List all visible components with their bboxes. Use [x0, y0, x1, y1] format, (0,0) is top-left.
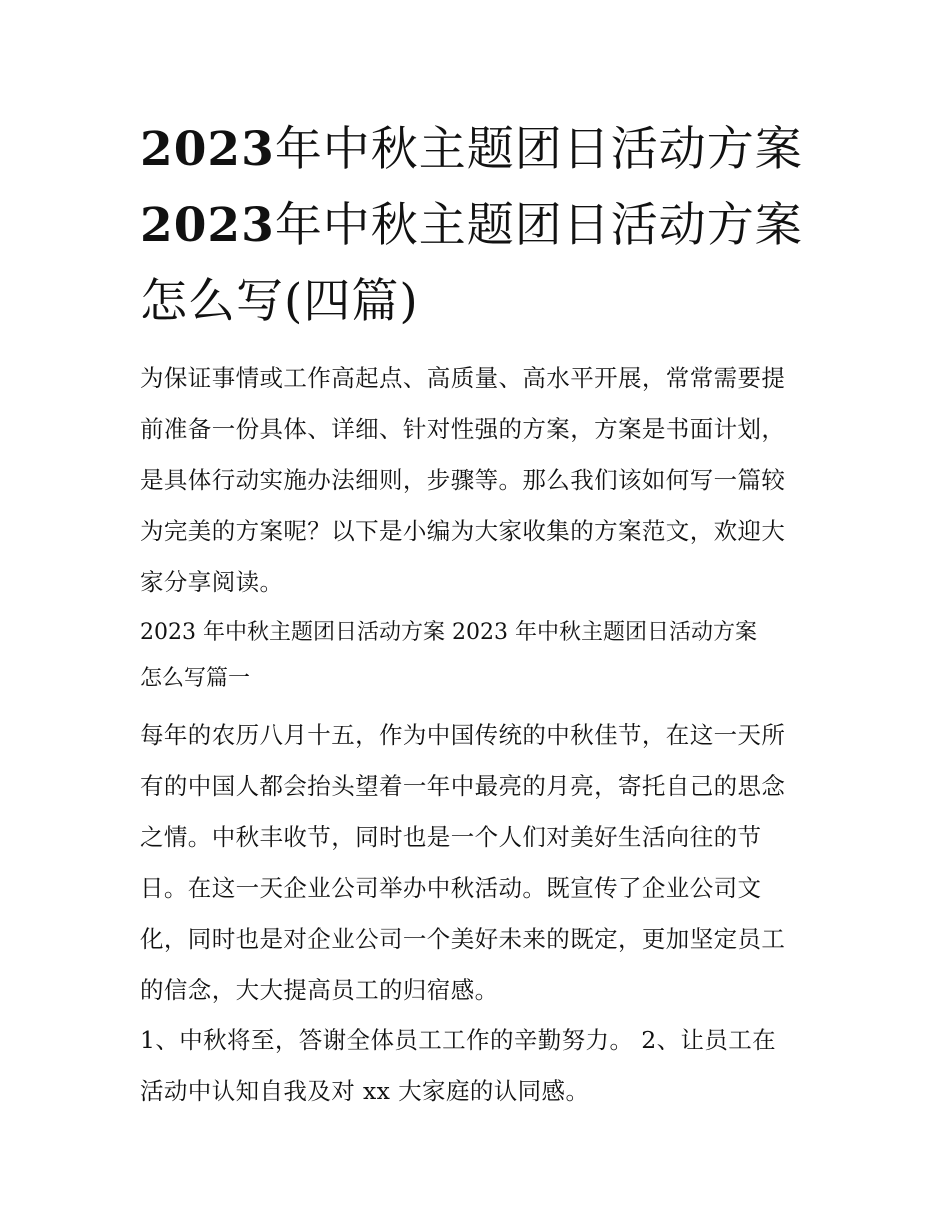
text-line: 活动中认知自我及对 xx 大家庭的认同感。 — [140, 1077, 590, 1105]
text-line: 日。在这一天企业公司举办中秋活动。既宣传了企业公司文 — [140, 874, 762, 902]
section-heading — [140, 610, 820, 702]
text-line: 每年的农历八月十五，作为中国传统的中秋佳节，在这一天所 — [140, 721, 786, 749]
text-line: 的信念，大大提高员工的归宿感。 — [140, 976, 499, 1004]
title-year: 2023 — [140, 122, 275, 177]
text-line: 为保证事情或工作高起点、高质量、高水平开展，常常需要提 — [140, 364, 786, 392]
title-text: 年中秋主题团日活动方案 — [274, 198, 803, 253]
text-line: 之情。中秋丰收节，同时也是一个人们对美好生活向往的节 — [140, 823, 762, 851]
document-title — [140, 112, 820, 340]
title-year: 2023 — [140, 198, 275, 253]
body-paragraph-1 — [140, 710, 820, 1016]
title-line-1 — [140, 112, 820, 188]
text-line: 2023 年中秋主题团日活动方案 2023 年中秋主题团日活动方案 — [140, 620, 757, 645]
text-line: 有的中国人都会抬头望着一年中最亮的月亮，寄托自己的思念 — [140, 772, 786, 800]
text-line: 怎么写篇一 — [140, 666, 251, 691]
text-line: 前准备一份具体、详细、针对性强的方案，方案是书面计划， — [140, 415, 786, 443]
title-line-2 — [140, 188, 820, 264]
text-line: 是具体行动实施办法细则，步骤等。那么我们该如何写一篇较 — [140, 466, 786, 494]
intro-paragraph — [140, 353, 820, 608]
title-line-3: 怎么写(四篇) — [140, 274, 419, 329]
text-line: 化，同时也是对企业公司一个美好未来的既定，更加坚定员工 — [140, 925, 786, 953]
text-line: 家分享阅读。 — [140, 568, 284, 596]
text-line: 1、中秋将至，答谢全体员工工作的辛勤努力。 2、让员工在 — [140, 1026, 777, 1054]
text-line: 为完美的方案呢？以下是小编为大家收集的方案范文，欢迎大 — [140, 517, 786, 545]
body-paragraph-2 — [140, 1015, 820, 1117]
title-text: 年中秋主题团日活动方案 — [274, 122, 803, 177]
